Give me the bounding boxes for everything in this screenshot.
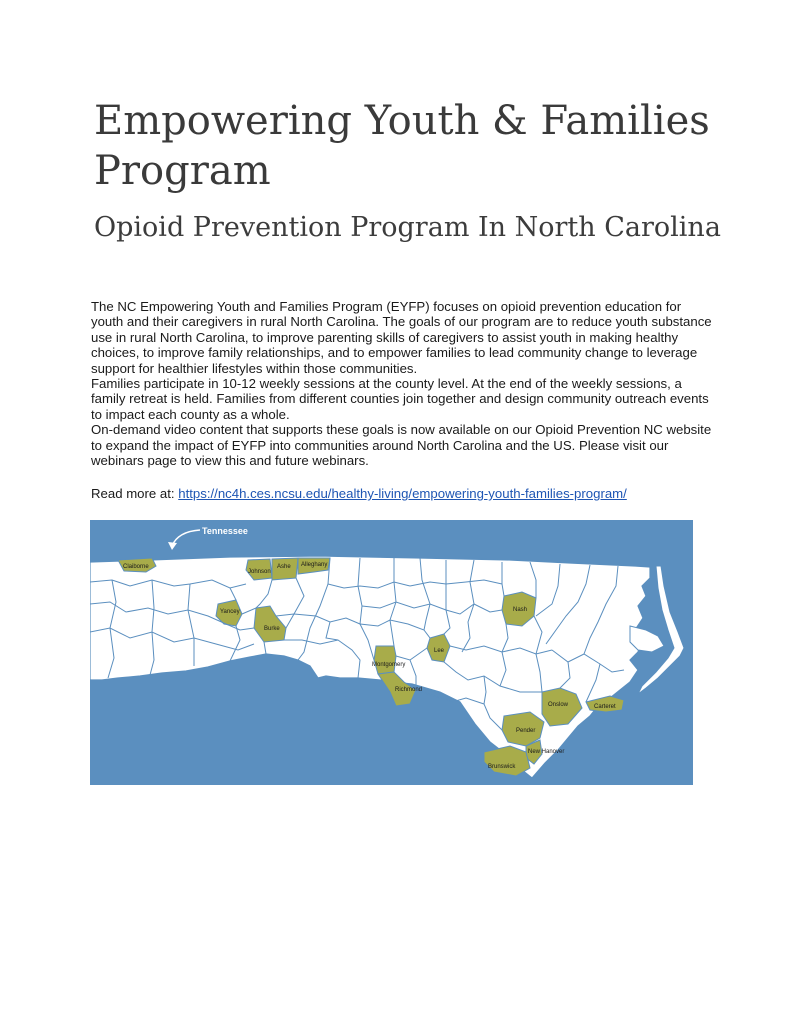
label-johnson: Johnson — [248, 569, 271, 575]
paragraph-sessions: Families participate in 10-12 weekly sessions at the county level. At the end of the weekly sessions, a family retreat is held. Families from different counties join together and design community outreach events to impact each county as a whole. — [91, 376, 709, 422]
read-more-link[interactable]: https://nc4h.ces.ncsu.edu/healthy-living/empowering-youth-families-program/ — [178, 486, 627, 501]
read-more-label: Read more at: — [91, 486, 179, 501]
read-more — [91, 486, 731, 502]
label-new-hanover: New Hanover — [528, 749, 565, 755]
label-carteret: Carteret — [594, 704, 616, 710]
label-yancey: Yancey — [220, 609, 240, 615]
body-text — [91, 299, 716, 468]
label-ashe: Ashe — [277, 564, 291, 570]
label-nash: Nash — [513, 607, 528, 613]
county-montgomery — [374, 646, 396, 674]
tennessee-label: Tennessee — [202, 526, 248, 536]
nc-county-map — [90, 520, 693, 785]
label-montgomery: Montgomery — [372, 662, 406, 668]
page-title: Empowering Youth & Families Program — [94, 98, 710, 194]
paragraph-intro: The NC Empowering Youth and Families Program (EYFP) focuses on opioid prevention education for youth and their caregivers in rural North Carolina. The goals of our program are to reduce youth substance use in rural North Carolina, to improve parenting skills of caregivers to assist youth in making healthy choices, to improve family relationships, and to empower families to lead community change to leverage support for healthier lifestyles within those communities. — [91, 299, 712, 376]
label-richmond: Richmond — [395, 687, 423, 693]
label-claiborne: Claiborne — [123, 564, 149, 570]
map-svg — [90, 520, 693, 785]
label-brunswick: Brunswick — [488, 764, 516, 770]
label-onslow: Onslow — [548, 702, 569, 708]
paragraph-video: On-demand video content that supports these goals is now available on our Opioid Prevention NC website to expand the impact of EYFP into communities around North Carolina and the US. Please visit our webinars page to view this and future webinars. — [91, 422, 712, 469]
label-burke: Burke — [264, 626, 280, 632]
label-alleghany: Alleghany — [301, 562, 328, 568]
label-lee: Lee — [434, 648, 445, 654]
page-subtitle: Opioid Prevention Program In North Carolina — [94, 212, 721, 243]
label-pender: Pender — [516, 728, 536, 734]
